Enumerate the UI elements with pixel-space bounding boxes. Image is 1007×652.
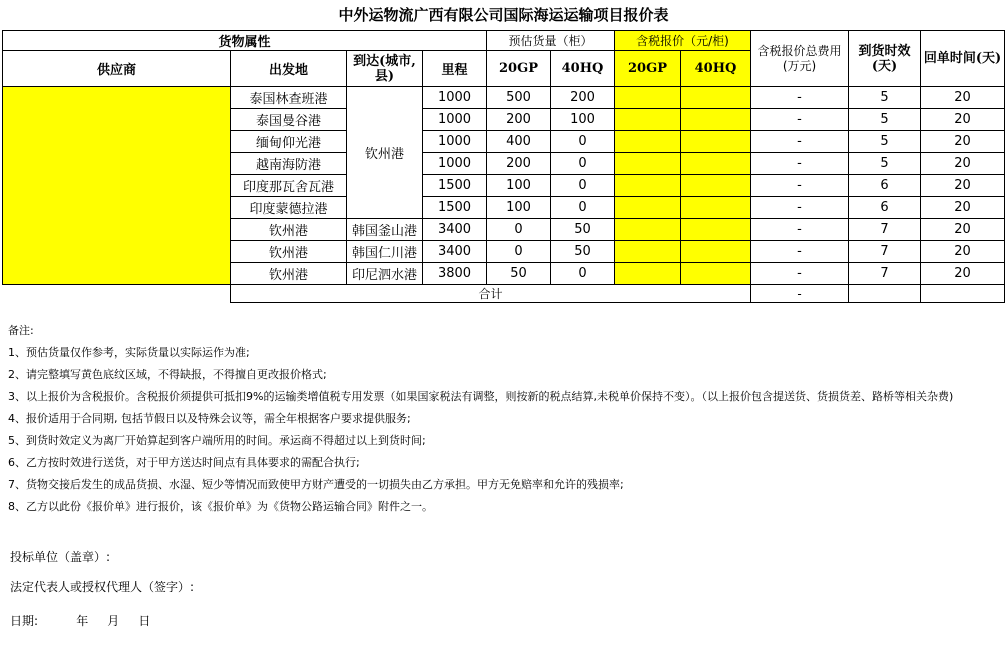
total-cost-cell: - bbox=[751, 131, 849, 153]
note-line: 备注: bbox=[8, 324, 34, 337]
price-20gp-input-cell[interactable] bbox=[615, 241, 681, 263]
total-return-cell bbox=[921, 285, 1005, 303]
origin-cell: 越南海防港 bbox=[231, 153, 347, 175]
return-days-cell: 20 bbox=[921, 219, 1005, 241]
price-20gp-input-cell[interactable] bbox=[615, 131, 681, 153]
delivery-days-cell: 5 bbox=[849, 131, 921, 153]
return-days-cell: 20 bbox=[921, 87, 1005, 109]
note-line: 3、以上报价为含税报价。含税报价须提供可抵扣9%的运输类增值税专用发票（如果国家税法有调整，则按新的税点结算,未税单价保持不变）。（以上报价包含提送货、货损货差、路桥等相关杂费) bbox=[8, 390, 954, 403]
dest-cell: 韩国釜山港 bbox=[347, 219, 423, 241]
distance-cell: 3400 bbox=[423, 219, 487, 241]
note-line: 7、货物交接后发生的成品货损、水湿、短少等情况而致使甲方财产遭受的一切损失由乙方承担。甲方无免赔率和允许的残损率; bbox=[8, 478, 624, 491]
volume-40hq-cell: 100 bbox=[551, 109, 615, 131]
return-days-cell: 20 bbox=[921, 131, 1005, 153]
total-cost-cell: - bbox=[751, 219, 849, 241]
volume-40hq-cell: 50 bbox=[551, 219, 615, 241]
note-line: 1、预估货量仅作参考，实际货量以实际运作为准; bbox=[8, 346, 250, 359]
distance-cell: 3400 bbox=[423, 241, 487, 263]
volume-20gp-cell: 500 bbox=[487, 87, 551, 109]
volume-20gp-cell: 100 bbox=[487, 175, 551, 197]
origin-cell: 钦州港 bbox=[231, 263, 347, 285]
volume-40hq-cell: 0 bbox=[551, 263, 615, 285]
delivery-days-cell: 6 bbox=[849, 175, 921, 197]
volume-20gp-cell: 50 bbox=[487, 263, 551, 285]
group-goods-header: 货物属性 bbox=[3, 31, 487, 51]
distance-cell: 1500 bbox=[423, 197, 487, 219]
return-days-cell: 20 bbox=[921, 197, 1005, 219]
price-20gp-input-cell[interactable] bbox=[615, 197, 681, 219]
price-40hq-input-cell[interactable] bbox=[681, 241, 751, 263]
col-20gp-price-header: 20GP bbox=[615, 51, 681, 87]
return-days-cell: 20 bbox=[921, 241, 1005, 263]
delivery-days-cell: 5 bbox=[849, 109, 921, 131]
representative-sign-label: 法定代表人或授权代理人（签字）: bbox=[10, 580, 195, 594]
volume-40hq-cell: 0 bbox=[551, 197, 615, 219]
distance-cell: 3800 bbox=[423, 263, 487, 285]
volume-20gp-cell: 200 bbox=[487, 153, 551, 175]
total-label: 合计 bbox=[231, 285, 751, 303]
price-20gp-input-cell[interactable] bbox=[615, 87, 681, 109]
note-line: 6、乙方按时效进行送货，对于甲方送达时间点有具体要求的需配合执行; bbox=[8, 456, 360, 469]
col-20gp-volume-header: 20GP bbox=[487, 51, 551, 87]
price-40hq-input-cell[interactable] bbox=[681, 153, 751, 175]
col-delivery-header: 到货时效(天) bbox=[849, 31, 921, 87]
col-return-header: 回单时间(天) bbox=[921, 31, 1005, 87]
price-40hq-input-cell[interactable] bbox=[681, 219, 751, 241]
price-20gp-input-cell[interactable] bbox=[615, 175, 681, 197]
volume-40hq-cell: 0 bbox=[551, 175, 615, 197]
price-20gp-input-cell[interactable] bbox=[615, 153, 681, 175]
group-volume-header: 预估货量（柜） bbox=[487, 31, 615, 51]
price-40hq-input-cell[interactable] bbox=[681, 197, 751, 219]
price-40hq-input-cell[interactable] bbox=[681, 87, 751, 109]
quote-table bbox=[2, 30, 1005, 303]
volume-20gp-cell: 400 bbox=[487, 131, 551, 153]
return-days-cell: 20 bbox=[921, 175, 1005, 197]
total-cost-cell: - bbox=[751, 153, 849, 175]
volume-20gp-cell: 200 bbox=[487, 109, 551, 131]
group-price-header: 含税报价（元/柜) bbox=[615, 31, 751, 51]
total-cost-cell: - bbox=[751, 175, 849, 197]
table-row bbox=[3, 87, 1005, 109]
note-line: 4、报价适用于合同期, 包括节假日以及特殊会议等，需全年根据客户要求提供服务; bbox=[8, 412, 411, 425]
col-40hq-price-header: 40HQ bbox=[681, 51, 751, 87]
price-40hq-input-cell[interactable] bbox=[681, 131, 751, 153]
volume-20gp-cell: 0 bbox=[487, 241, 551, 263]
price-20gp-input-cell[interactable] bbox=[615, 219, 681, 241]
volume-40hq-cell: 0 bbox=[551, 153, 615, 175]
distance-cell: 1000 bbox=[423, 153, 487, 175]
dest-cell: 钦州港 bbox=[347, 87, 423, 219]
price-20gp-input-cell[interactable] bbox=[615, 109, 681, 131]
volume-40hq-cell: 50 bbox=[551, 241, 615, 263]
delivery-days-cell: 5 bbox=[849, 153, 921, 175]
page-title: 中外运物流广西有限公司国际海运运输项目报价表 bbox=[338, 6, 669, 24]
delivery-days-cell: 7 bbox=[849, 263, 921, 285]
delivery-days-cell: 6 bbox=[849, 197, 921, 219]
price-40hq-input-cell[interactable] bbox=[681, 109, 751, 131]
distance-cell: 1000 bbox=[423, 87, 487, 109]
delivery-days-cell: 5 bbox=[849, 87, 921, 109]
col-40hq-volume-header: 40HQ bbox=[551, 51, 615, 87]
col-distance-header: 里程 bbox=[423, 51, 487, 87]
note-line: 5、到货时效定义为离厂开始算起到客户端所用的时间。承运商不得超过以上到货时间; bbox=[8, 434, 426, 447]
total-delivery-cell bbox=[849, 285, 921, 303]
bidder-seal-label: 投标单位（盖章）: bbox=[10, 550, 111, 564]
return-days-cell: 20 bbox=[921, 109, 1005, 131]
volume-20gp-cell: 100 bbox=[487, 197, 551, 219]
col-dest-header: 到达(城市,县) bbox=[347, 51, 423, 87]
volume-40hq-cell: 0 bbox=[551, 131, 615, 153]
col-total-header: 含税报价总费用(万元) bbox=[751, 31, 849, 87]
total-cost-cell: - bbox=[751, 87, 849, 109]
dest-cell: 韩国仁川港 bbox=[347, 241, 423, 263]
note-line: 8、乙方以此份《报价单》进行报价，该《报价单》为《货物公路运输合同》附件之一。 bbox=[8, 500, 433, 513]
grand-total-cell: - bbox=[751, 285, 849, 303]
dest-cell: 印尼泗水港 bbox=[347, 263, 423, 285]
price-20gp-input-cell[interactable] bbox=[615, 263, 681, 285]
note-line: 2、请完整填写黄色底纹区域，不得缺报，不得擅自更改报价格式; bbox=[8, 368, 327, 381]
total-cost-cell: - bbox=[751, 241, 849, 263]
volume-20gp-cell: 0 bbox=[487, 219, 551, 241]
distance-cell: 1500 bbox=[423, 175, 487, 197]
col-supplier-header: 供应商 bbox=[3, 51, 231, 87]
notes-section bbox=[8, 320, 1003, 518]
origin-cell: 缅甸仰光港 bbox=[231, 131, 347, 153]
date-label: 日期: 年 月 日 bbox=[10, 614, 151, 628]
return-days-cell: 20 bbox=[921, 153, 1005, 175]
total-cost-cell: - bbox=[751, 263, 849, 285]
price-40hq-input-cell[interactable] bbox=[681, 263, 751, 285]
supplier-input-cell[interactable] bbox=[3, 87, 231, 285]
col-origin-header: 出发地 bbox=[231, 51, 347, 87]
origin-cell: 印度那瓦舍瓦港 bbox=[231, 175, 347, 197]
total-cost-cell: - bbox=[751, 109, 849, 131]
delivery-days-cell: 7 bbox=[849, 219, 921, 241]
distance-cell: 1000 bbox=[423, 131, 487, 153]
origin-cell: 泰国曼谷港 bbox=[231, 109, 347, 131]
origin-cell: 泰国林查班港 bbox=[231, 87, 347, 109]
distance-cell: 1000 bbox=[423, 109, 487, 131]
origin-cell: 印度蒙德拉港 bbox=[231, 197, 347, 219]
price-40hq-input-cell[interactable] bbox=[681, 175, 751, 197]
delivery-days-cell: 7 bbox=[849, 241, 921, 263]
origin-cell: 钦州港 bbox=[231, 241, 347, 263]
return-days-cell: 20 bbox=[921, 263, 1005, 285]
volume-40hq-cell: 200 bbox=[551, 87, 615, 109]
origin-cell: 钦州港 bbox=[231, 219, 347, 241]
total-cost-cell: - bbox=[751, 197, 849, 219]
